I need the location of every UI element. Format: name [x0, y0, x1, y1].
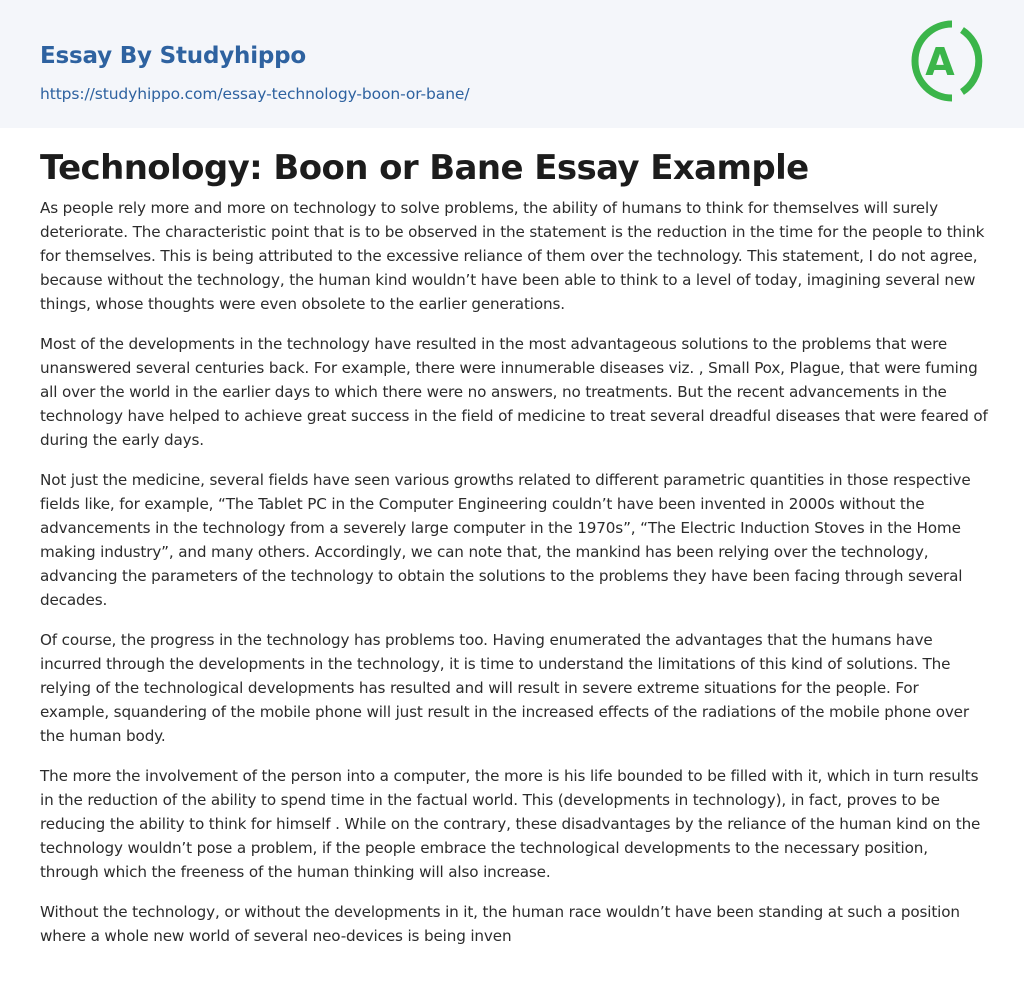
essay-title: Technology: Boon or Bane Essay Example — [40, 148, 809, 188]
logo-letter: A — [925, 40, 955, 84]
essay-paragraph-1: As people rely more and more on technology to solve problems, the ability of humans to think for themselves will surely deteriorate. The characteristic point that is to be observed in the statement is the reduction in the time for the people to think for themselves. This is being attributed to the excessive reliance of them over the technology. This statement, I do not agree, because without the technology, the human kind wouldn’t have been able to think to a level of today, imagining several new things, whose thoughts were even obsolete to the earlier generations. — [40, 199, 985, 313]
essay-paragraph-3: Not just the medicine, several fields have seen various growths related to different parametric quantities in those respective fields like, for example, “The Tablet PC in the Computer Engineering couldn’t have been invented in 2000s without the advancements in the technology from a severely large computer in the 1970s”, “The Electric Induction Stoves in the Home making industry”, and many others. Accordingly, we can note that, the mankind has been relying over the technology, advancing the parameters of the technology to obtain the solutions to the problems they have been facing through several decades. — [40, 471, 971, 609]
essay-paragraph-4: Of course, the progress in the technology has problems too. Having enumerated the advantages that the humans have incurred through the developments in the technology, it is time to understand the limitations of this kind of solutions. The relying of the technological developments has resulted and will result in severe extreme situations for the people. For example, squandering of the mobile phone will just result in the increased effects of the radiations of the mobile phone over the human body. — [40, 631, 969, 745]
site-header — [0, 0, 1024, 128]
essay-paragraph-6: Without the technology, or without the developments in it, the human race wouldn’t have been standing at such a position where a whole new world of several neo-devices is being inven — [40, 903, 960, 945]
letter-a-circle-logo[interactable] — [902, 18, 988, 104]
essay-paragraph-5: The more the involvement of the person into a computer, the more is his life bounded to be filled with it, which in turn results in the reduction of the ability to spend time in the factual world. This (developments in technology), in fact, proves to be reducing the ability to think for himself . While on the contrary, these disadvantages by the reliance of the human kind on the technology wouldn’t pose a problem, if the people embrace the technological developments to the necessary position, through which the freeness of the human thinking will also increase. — [40, 767, 981, 881]
essay-content — [40, 146, 988, 964]
essay-paragraph-2: Most of the developments in the technology have resulted in the most advantageous solutions to the problems that were unanswered several centuries back. For example, there were innumerable diseases viz. , Small Pox, Plague, that were fuming all over the world in the earlier days to which there were no answers, no treatments. But the recent advancements in the technology have helped to achieve great success in the field of medicine to treat several dreadful diseases that were feared of during the early days. — [40, 335, 988, 449]
essay-url-link[interactable]: https://studyhippo.com/essay-technology-boon-or-bane/ — [40, 85, 470, 103]
site-title[interactable]: Essay By Studyhippo — [40, 43, 307, 69]
